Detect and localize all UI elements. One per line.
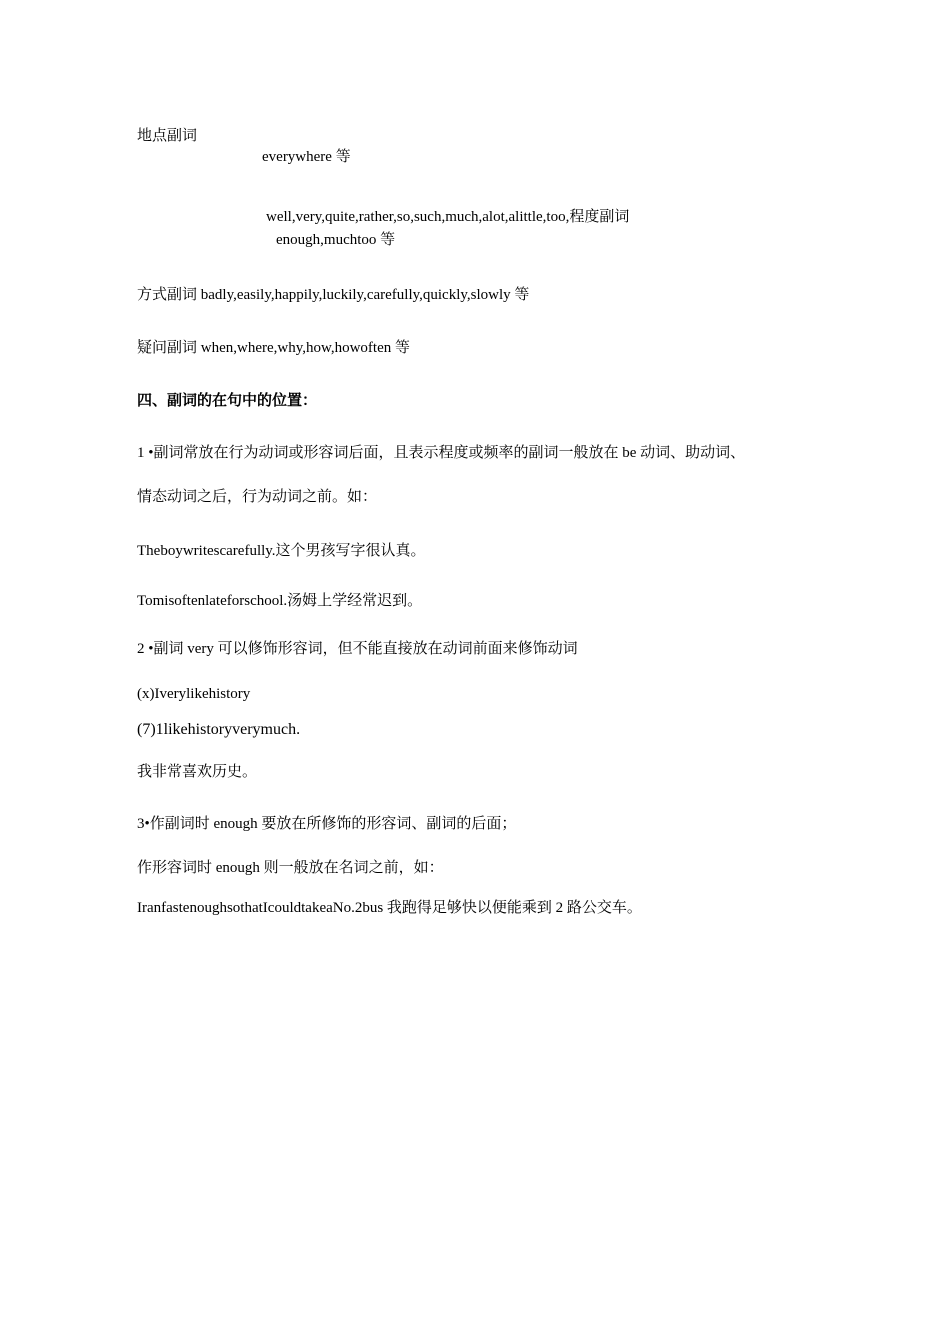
example-sentence-3: IranfastenoughsothatIcouldtakeaNo.2bus 我跑得足够快以便能乘到 2 路公交车。 <box>137 900 642 916</box>
rule-2-line: 2 •副词 very 可以修饰形容词，但不能直接放在动词前面来修饰动词 <box>137 641 578 657</box>
wrong-example: (x)Iverylikehistory <box>137 686 251 702</box>
degree-adverb-examples: well,very,quite,rather,so,such,much,alot,alittle,too,程度副词 <box>266 209 630 225</box>
example-sentence-1: Theboywritescarefully.这个男孩写字很认真。 <box>137 543 426 559</box>
rule-1-line-2: 情态动词之后，行为动词之前。如： <box>137 489 378 505</box>
place-adverb-label: 地点副词 <box>137 128 198 144</box>
interrogative-adverb-line: 疑问副词 when,where,why,how,howoften 等 <box>137 340 411 356</box>
rule-1-line-1: 1 •副词常放在行为动词或形容词后面，且表示程度或频率的副词一般放在 be 动词、助动词、 <box>137 445 746 461</box>
rule-3-line-1: 3•作副词时 enough 要放在所修饰的形容词、副词的后面； <box>137 816 517 832</box>
rule-3-line-2: 作形容词时 enough 则一般放在名词之前，如： <box>137 860 444 876</box>
place-adverb-examples: everywhere 等 <box>262 149 351 165</box>
manner-adverb-line: 方式副词 badly,easily,happily,luckily,carefully,quickly,slowly 等 <box>137 287 530 303</box>
example-sentence-2: Tomisoftenlateforschool.汤姆上学经常迟到。 <box>137 593 423 609</box>
correct-example: (7)1likehistoryverymuch. <box>137 721 301 738</box>
example-translation: 我非常喜欢历史。 <box>137 764 258 780</box>
section-heading: 四、副词的在句中的位置： <box>137 393 318 409</box>
degree-adverb-examples-continued: enough,muchtoo 等 <box>276 232 396 248</box>
